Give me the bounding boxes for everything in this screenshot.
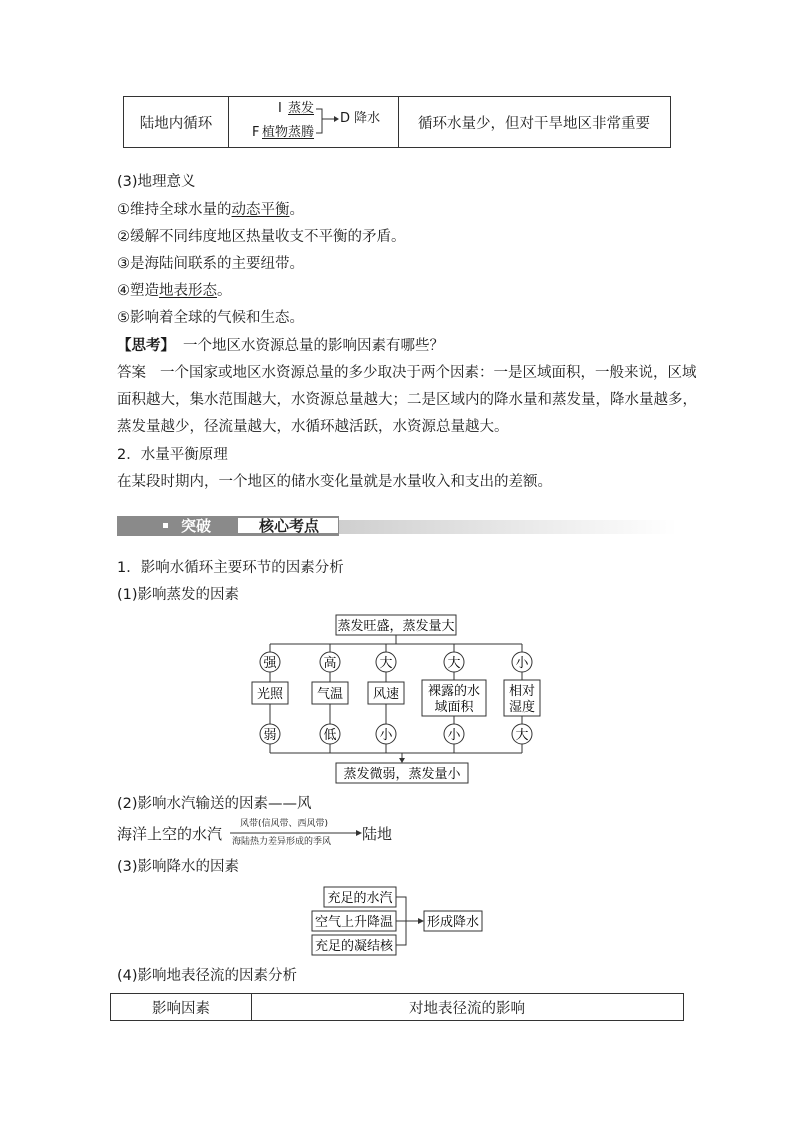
runoff-heading: (4)影响地表径流的因素分析 — [117, 968, 298, 984]
land-cycle-diagram — [228, 97, 399, 147]
vapor-to: 陆地 — [362, 825, 393, 843]
evap-column-water-area — [422, 644, 486, 753]
land-cycle-table — [123, 96, 671, 148]
significance-item-1: ①维持全球水量的动态平衡。 — [117, 202, 304, 218]
vapor-below-label: 海陆热力差异形成的季风 — [232, 837, 332, 847]
svg-text:湿度: 湿度 — [508, 700, 536, 715]
svg-text:相对: 相对 — [508, 684, 536, 699]
evap-top-text: 蒸发旺盛，蒸发量大 — [337, 619, 455, 634]
svg-text:弱: 弱 — [263, 728, 277, 743]
diagram-line2-prefix: F — [252, 125, 260, 140]
significance-item-5: ⑤影响着全球的气候和生态。 — [117, 310, 304, 326]
significance-heading: (3)地理意义 — [117, 174, 196, 190]
diagram-transpiration: 植物蒸腾 — [262, 125, 315, 140]
svg-text:大: 大 — [379, 656, 393, 671]
diagram-precipitation: D 降水 — [340, 111, 381, 126]
significance-item-3: ③是海陆间联系的主要纽带。 — [117, 256, 304, 272]
evap-column-light — [252, 644, 288, 753]
svg-text:空气上升降温: 空气上升降温 — [314, 915, 394, 930]
svg-text:形成降水: 形成降水 — [426, 915, 480, 930]
balance-text: 在某段时期内，一个地区的储水变化量就是水量收入和支出的差额。 — [117, 474, 552, 490]
precip-heading: (3)影响降水的因素 — [117, 859, 240, 875]
evaporation-factors-diagram — [240, 612, 560, 788]
evap-bottom-text: 蒸发微弱，蒸发量小 — [343, 767, 461, 782]
svg-text:裸露的水: 裸露的水 — [427, 684, 481, 699]
vapor-heading: (2)影响水汽输送的因素——风 — [117, 796, 312, 812]
answer-line-1: 答案 一个国家或地区水资源总量的多少取决于两个因素：一是区域面积，一般来说，区域 — [117, 365, 697, 381]
banner-core-points: 核心考点 — [259, 517, 320, 535]
svg-text:域面积: 域面积 — [434, 700, 474, 715]
land-cycle-label: 陆地内循环 — [124, 97, 229, 147]
svg-text:小: 小 — [515, 656, 529, 671]
significance-item-4: ④塑造地表形态。 — [117, 283, 232, 299]
think-label: 【思考】 — [117, 338, 175, 354]
svg-text:小: 小 — [447, 728, 461, 743]
diagram-line1-prefix: I — [278, 101, 282, 116]
runoff-factors-table — [110, 993, 684, 1021]
svg-text:高: 高 — [323, 656, 337, 671]
precipitation-diagram — [308, 884, 488, 958]
evap-column-temperature — [312, 644, 348, 753]
answer-line-3: 蒸发量越少，径流量越大，水循环越活跃，水资源总量越大。 — [117, 419, 509, 435]
answer-line-2: 面积越大，集水范围越大，水资源总量越大；二是区域内的降水量和蒸发量，降水量越多， — [117, 392, 697, 408]
banner-bullet — [163, 523, 168, 528]
evap-column-wind — [368, 644, 404, 753]
significance-item-2: ②缓解不同纬度地区热量收支不平衡的矛盾。 — [117, 229, 406, 245]
think-question: 【思考】 一个地区水资源总量的影响因素有哪些？ — [117, 338, 444, 354]
runoff-table-header-effect: 对地表径流的影响 — [409, 1000, 525, 1017]
svg-text:充足的水汽: 充足的水汽 — [327, 891, 393, 906]
evaporation-heading: (1)影响蒸发的因素 — [117, 587, 240, 603]
evap-column-humidity — [504, 644, 540, 753]
svg-text:充足的凝结核: 充足的凝结核 — [314, 939, 394, 954]
factors-heading: 1．影响水循环主要环节的因素分析 — [117, 560, 344, 576]
section-banner — [117, 516, 677, 538]
svg-text:低: 低 — [323, 728, 337, 743]
answer-label: 答案 — [117, 365, 146, 381]
svg-text:强: 强 — [263, 656, 277, 671]
diagram-evaporation: 蒸发 — [288, 101, 315, 116]
svg-text:气温: 气温 — [316, 687, 344, 702]
runoff-table-header-factor: 影响因素 — [111, 994, 252, 1020]
svg-text:光照: 光照 — [256, 687, 284, 702]
land-cycle-note: 循环水量少，但对干旱地区非常重要 — [418, 115, 650, 132]
balance-heading: 2．水量平衡原理 — [117, 447, 228, 463]
svg-text:小: 小 — [379, 728, 393, 743]
svg-text:风速: 风速 — [372, 687, 400, 702]
vapor-above-label: 风带(信风带、西风带) — [240, 819, 329, 829]
svg-text:大: 大 — [447, 656, 461, 671]
banner-breakthrough: 突破 — [181, 517, 212, 535]
svg-text:大: 大 — [515, 728, 529, 743]
vapor-from: 海洋上空的水汽 — [117, 825, 223, 843]
